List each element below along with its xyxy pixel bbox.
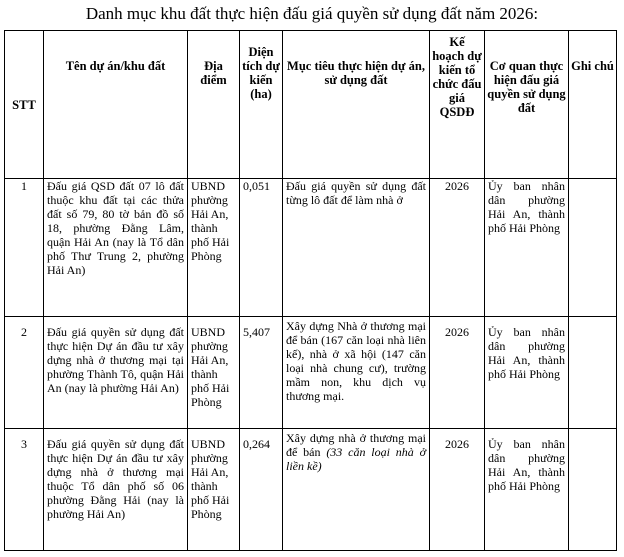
header-goal: Mục tiêu thực hiện dự án, sử dụng đất	[283, 31, 430, 179]
goal-text: Đấu giá quyền sử dụng đất từng lô đất để làm nhà ở	[286, 179, 426, 207]
cell-stt: 1	[5, 179, 44, 317]
cell-goal	[283, 429, 430, 551]
land-auction-table	[4, 30, 617, 551]
cell-goal	[283, 179, 430, 317]
header-area: Diện tích dự kiến (ha)	[240, 31, 283, 179]
header-name: Tên dự án/khu đất	[44, 31, 188, 179]
cell-name: Đấu giá QSD đất 07 lô đất thuộc khu đất tại các thửa đất số 79, 80 tờ bản đồ số 18, phường Đằng Lâm, quận Hải An (nay là Tổ dân phố Thư Trung 2, phường Hải An)	[44, 179, 188, 317]
table-row	[5, 429, 617, 551]
page-title: Danh mục khu đất thực hiện đấu giá quyền sử dụng đất năm 2026:	[85, 4, 539, 23]
cell-agency: Ủy ban nhân dân phường Hải An, thành phố Hải Phòng	[485, 179, 569, 317]
cell-note	[569, 317, 617, 429]
cell-area: 5,407	[240, 317, 283, 429]
goal-text: Xây dựng Nhà ở thương mại để bán (167 căn loại nhà liên kế), nhà ở xã hội (147 căn loại nhà chung cư), trường mầm non, khu dịch vụ thương mại.	[286, 319, 426, 403]
cell-location: UBND phường Hải An, thành phố Hải Phòng	[188, 317, 240, 429]
header-location: Địa điểm	[188, 31, 240, 179]
goal-text: Xây dựng nhà ở thương mại để bán	[286, 431, 426, 459]
table-row	[5, 179, 617, 317]
cell-stt: 2	[5, 317, 44, 429]
table-header-row	[5, 31, 617, 179]
cell-name: Đấu giá quyền sử dụng đất thực hiện Dự án đầu tư xây dựng nhà ở thương mại tại phường Thành Tô, quận Hải An (nay là phường Hải An)	[44, 317, 188, 429]
cell-plan: 2026	[430, 429, 485, 551]
cell-plan: 2026	[430, 317, 485, 429]
cell-goal	[283, 317, 430, 429]
cell-area: 0,051	[240, 179, 283, 317]
header-plan: Kế hoạch dự kiến tổ chức đấu giá QSDĐ	[430, 31, 485, 179]
header-stt: STT	[5, 31, 44, 179]
cell-agency: Ủy ban nhân dân phường Hải An, thành phố Hải Phòng	[485, 429, 569, 551]
cell-stt: 3	[5, 429, 44, 551]
cell-plan: 2026	[430, 179, 485, 317]
cell-location: UBND phường Hải An, thành phố Hải Phòng	[188, 179, 240, 317]
cell-location: UBND phường Hải An, thành phố Hải Phòng	[188, 429, 240, 551]
table-row	[5, 317, 617, 429]
goal-italic-text: (33 căn loại nhà ở liền kề)	[286, 445, 426, 473]
header-agency: Cơ quan thực hiện đấu giá quyền sử dụng đất	[485, 31, 569, 179]
cell-note	[569, 429, 617, 551]
cell-area: 0,264	[240, 429, 283, 551]
cell-name: Đấu giá quyền sử dụng đất thực hiện Dự án đầu tư xây dựng nhà ở thương mại thuộc Tổ dân phố số 06 phường Đằng Hải (nay là phường Hải An)	[44, 429, 188, 551]
header-note: Ghi chú	[569, 31, 617, 179]
cell-agency: Ủy ban nhân dân phường Hải An, thành phố Hải Phòng	[485, 317, 569, 429]
cell-note	[569, 179, 617, 317]
